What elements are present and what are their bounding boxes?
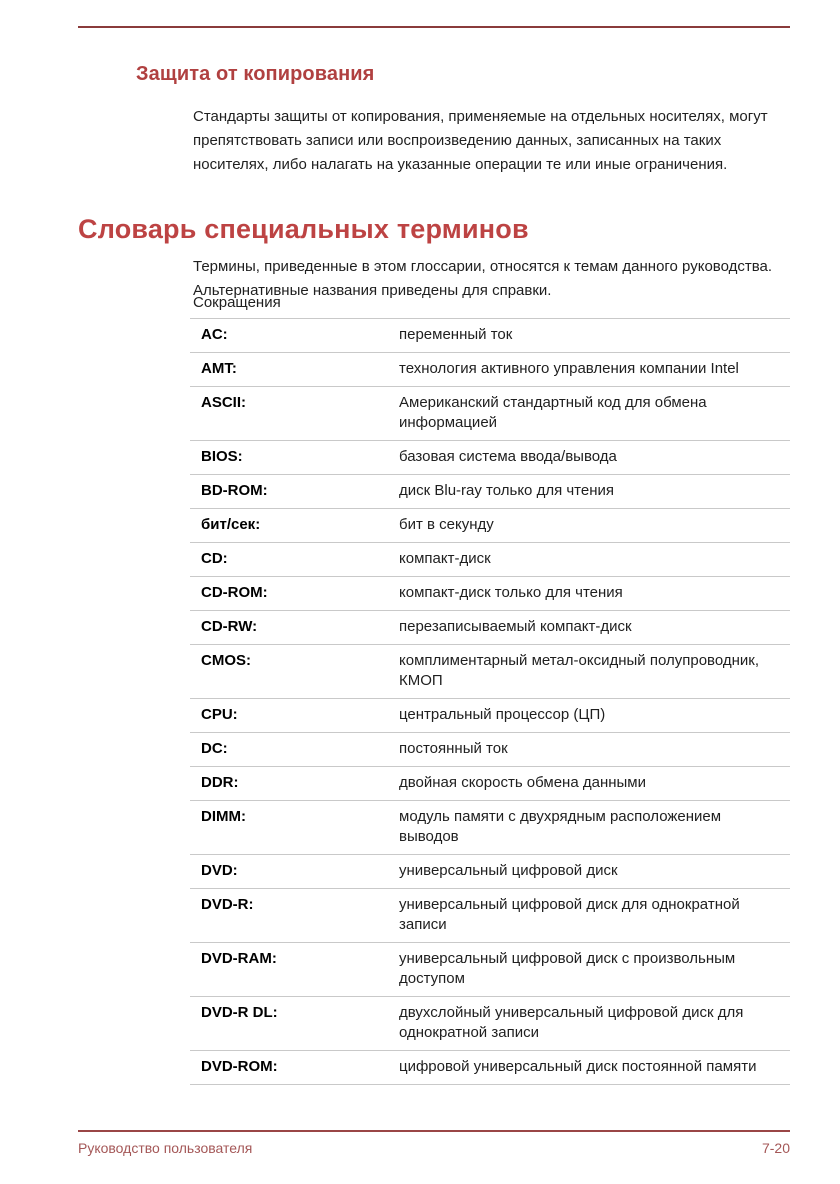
glossary-row (190, 855, 790, 889)
glossary-row (190, 645, 790, 699)
glossary-term: CPU: (201, 706, 238, 723)
glossary-table-body (190, 319, 790, 1085)
glossary-definition: постоянный ток (399, 740, 508, 757)
header-rule (78, 26, 790, 28)
glossary-definition: переменный ток (399, 326, 513, 343)
glossary-definition: универсальный цифровой диск с произвольным доступом (399, 950, 736, 987)
glossary-row (190, 1051, 790, 1085)
glossary-row (190, 319, 790, 353)
glossary-term: CD-RW: (201, 618, 258, 635)
glossary-term: CD: (201, 550, 228, 567)
glossary-row (190, 699, 790, 733)
glossary-definition: Американский стандартный код для обмена информацией (399, 394, 707, 431)
subheading-abbreviations: Сокращения (193, 294, 281, 311)
glossary-definition: диск Blu-ray только для чтения (399, 482, 615, 499)
glossary-row (190, 943, 790, 997)
paragraph-copy-protection: Стандарты защиты от копирования, применяемые на отдельных носителях, могут препятствовать записи или воспроизведению данных, записанных на таких носителях, либо налагать на указанные операции те или иные ограничения. (193, 108, 768, 173)
glossary-term: DVD-ROM: (201, 1058, 278, 1075)
glossary-term: бит/сек: (201, 516, 261, 533)
glossary-definition: универсальный цифровой диск для однократной записи (399, 896, 740, 933)
glossary-definition: двойная скорость обмена данными (399, 774, 646, 791)
footer-page-number: 7-20 (761, 1140, 790, 1156)
glossary-row (190, 475, 790, 509)
glossary-row (190, 611, 790, 645)
glossary-term: DC: (201, 740, 228, 757)
footer-rule (78, 1130, 790, 1132)
glossary-definition: комплиментарный метал-оксидный полупроводник, КМОП (399, 652, 759, 689)
glossary-definition: перезаписываемый компакт-диск (399, 618, 632, 635)
glossary-term: CMOS: (201, 652, 251, 669)
glossary-definition: универсальный цифровой диск (399, 862, 618, 879)
glossary-row (190, 889, 790, 943)
glossary-term: DIMM: (201, 808, 246, 825)
glossary-definition: компакт-диск (399, 550, 491, 567)
glossary-term: BD-ROM: (201, 482, 268, 499)
glossary-row (190, 577, 790, 611)
glossary-row (190, 441, 790, 475)
glossary-definition: технология активного управления компании Intel (399, 360, 739, 377)
glossary-term: DVD-R: (201, 896, 254, 913)
glossary-row (190, 543, 790, 577)
glossary-term: CD-ROM: (201, 584, 268, 601)
glossary-definition: цифровой универсальный диск постоянной памяти (399, 1058, 757, 1075)
glossary-term: DVD-RAM: (201, 950, 277, 967)
glossary-term: AC: (201, 326, 228, 343)
glossary-row (190, 997, 790, 1051)
chapter-heading-glossary: Словарь специальных терминов (78, 214, 529, 245)
glossary-table (190, 318, 790, 1085)
glossary-row (190, 387, 790, 441)
glossary-term: DVD: (201, 862, 238, 879)
glossary-row (190, 733, 790, 767)
footer-document-title: Руководство пользователя (78, 1140, 253, 1156)
glossary-definition: двухслойный универсальный цифровой диск для однократной записи (399, 1004, 744, 1041)
glossary-row (190, 801, 790, 855)
glossary-definition: базовая система ввода/вывода (399, 448, 617, 465)
glossary-definition: компакт-диск только для чтения (399, 584, 623, 601)
glossary-term: BIOS: (201, 448, 243, 465)
glossary-definition: центральный процессор (ЦП) (399, 706, 606, 723)
glossary-term: DDR: (201, 774, 239, 791)
glossary-row (190, 353, 790, 387)
glossary-row (190, 509, 790, 543)
glossary-term: AMT: (201, 360, 237, 377)
glossary-term: DVD-R DL: (201, 1004, 278, 1021)
glossary-definition: модуль памяти с двухрядным расположением выводов (399, 808, 722, 845)
glossary-definition: бит в секунду (399, 516, 494, 533)
paragraph-glossary-intro: Термины, приведенные в этом глоссарии, относятся к темам данного руководства. Альтернативные названия приведены для справки. (193, 258, 773, 299)
glossary-row (190, 767, 790, 801)
section-heading-copy-protection: Защита от копирования (136, 62, 375, 85)
glossary-term: ASCII: (201, 394, 246, 411)
